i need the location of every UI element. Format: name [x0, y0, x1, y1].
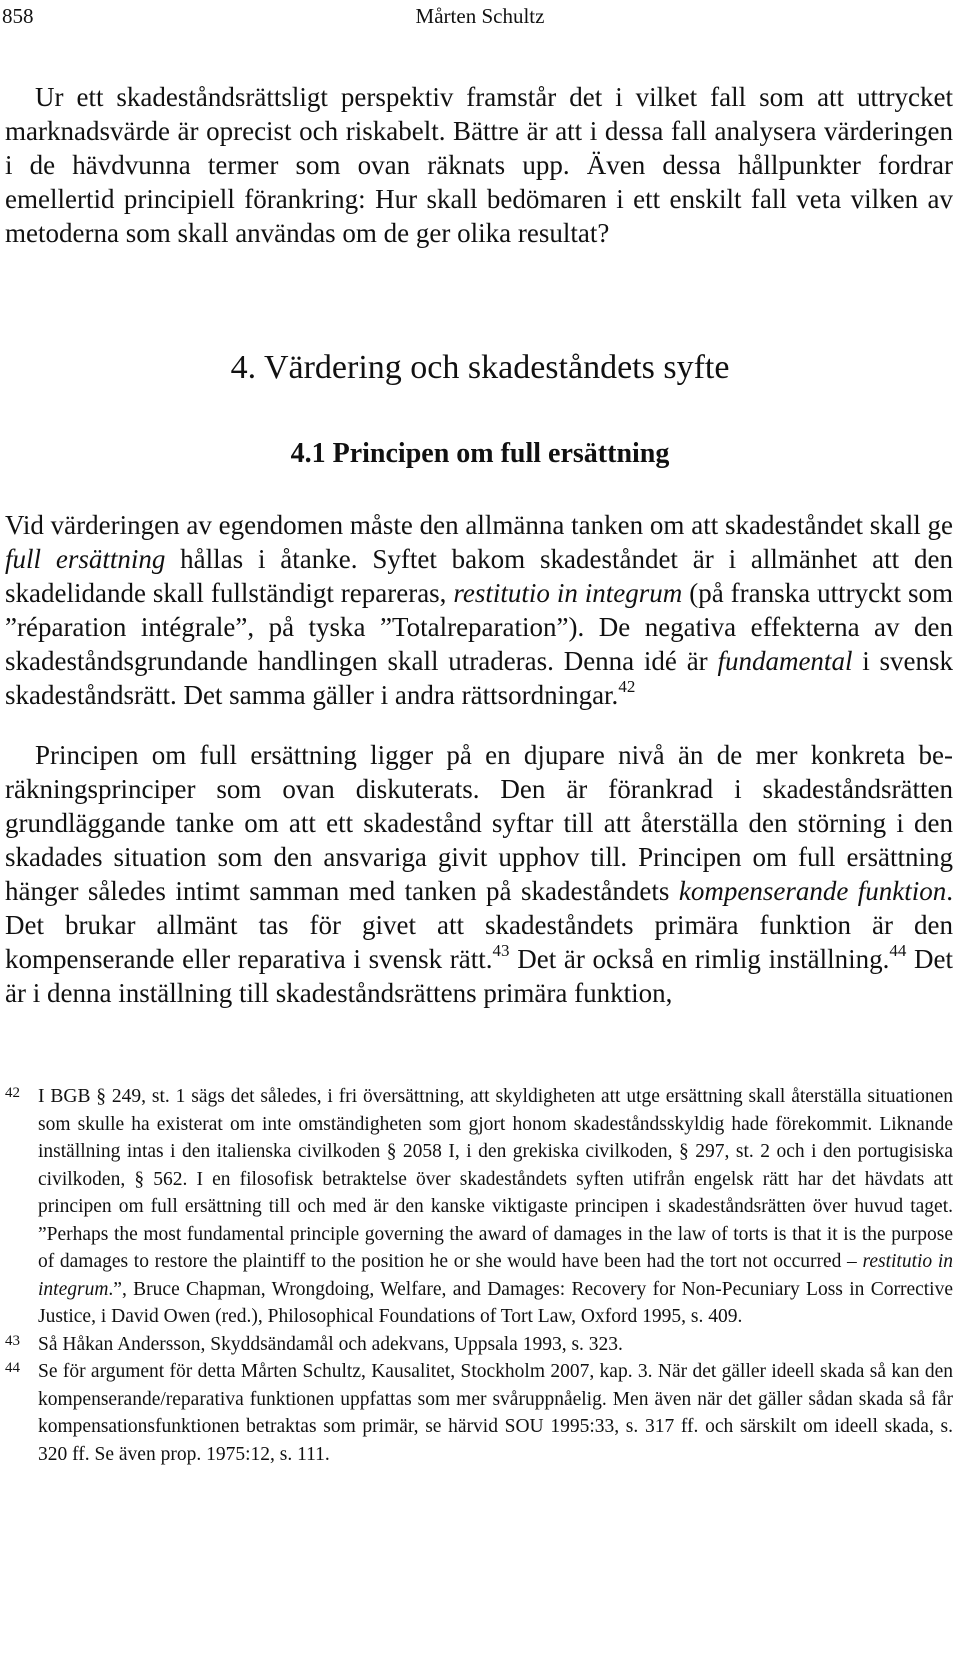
italic-term: restitutio in integrum — [453, 578, 683, 608]
footnote-42 — [5, 1083, 953, 1331]
italic-term: fundamental — [717, 646, 853, 676]
text-run: Principen om full ersättning ligger på en djupare nivå än de mer konkreta beräkningsprinciper som ovan diskuterats. Den är förankrad i skadeståndsrätten grundläggande tanke om att ett skadestånd syftar till att återställa den störning i den skadades situation som den ansvariga givit upphov till. Principen om full ersättning hänger således intimt samman med tanken på skadeståndets — [5, 740, 953, 906]
footnote-text: Så Håkan Andersson, Skyddsändamål och adekvans, Uppsala 1993, s. 323. — [38, 1333, 623, 1355]
footnote-text: Se för argument för detta Mårten Schultz, Kausalitet, Stockholm 2007, kap. 3. När det gäller ideell skada så kan den kompenserande/reparativa funktionen uppfattas som mer svåruppnåelig. Men även när det gäller sådan skada så får kompensationsfunktionen betraktas som primär, se härvid SOU 1995:33, s. 317 ff. och särskilt om ideell skada, s. 320 ff. Se även prop. 1975:12, s. 111. — [38, 1361, 953, 1465]
section-title: 4. Värdering och skadeståndets syfte — [230, 349, 730, 386]
footnote-number: 43 — [5, 1332, 20, 1349]
footnote-ref-43[interactable]: 43 — [492, 941, 510, 960]
text-run: .”, Bruce Chapman, Wrongdoing, Welfare, and Damages: Recovery for Non-Pecuniary Loss in Corrective Justice, i David Owen (red.), Philosophical Foundations of Tort Law, Oxford 1995, s. 409. — [38, 1278, 953, 1327]
text-run: i svensk skadeståndsrätt. Det samma gäller i andra rättsordningar. — [5, 646, 954, 710]
footnote-ref-44[interactable]: 44 — [889, 941, 907, 960]
paragraph-principle-depth — [5, 738, 953, 1010]
footnotes — [5, 1083, 953, 1468]
page-header — [0, 2, 960, 32]
footnote-number: 44 — [5, 1360, 20, 1376]
text-run: (på franska uttryckt som ”réparation intégrale”, på tyska ”Totalreparation”). De negativa effekterna av den skadeståndsgrundande handlingen skall utraderas. Denna idé är — [5, 578, 954, 676]
paragraph-intro: Ur ett skadeståndsrättsligt perspektiv framstår det i vilket fall som att uttrycket marknadsvärde är oprecist och riskabelt. Bättre är att i dessa fall analysera värderingen i de hävdvunna termer som ovan räknats upp. Även dessa hållpunkter fordrar emellertid principiell förankring: Hur skall bedömaren i ett enskilt fall veta vilken av metoderna som skall användas om de ger olika resultat? — [5, 82, 953, 248]
footnote-text — [38, 1083, 953, 1331]
footnote-ref-42[interactable]: 42 — [618, 677, 636, 696]
subsection-title: 4.1 Principen om full ersättning — [290, 438, 670, 469]
text-run: . Det brukar allmänt tas för givet att skadeståndets primära funktion är den kompenserande eller reparativa i svensk rätt. — [5, 876, 954, 974]
page-number: 858 — [2, 4, 34, 28]
running-head: Mårten Schultz — [415, 4, 545, 28]
text-run: Vid värderingen av egendomen måste den allmänna tanken om att skadeståndet skall ge — [5, 510, 953, 540]
text-run: I BGB § 249, st. 1 sägs det således, i fri översättning, att skyldigheten att utge ersättning skall återställa situationen som skulle ha existerat om inte omständigheten som gjort honom skadeståndsskyldig hade förekommit. Liknande inställning intas i den italienska civilkoden § 2058 I, i den grekiska civilkoden, § 297, st. 2 och i den portugisiska civilkoden, § 562. I en filosofisk betraktelse över skadeståndets syften utifrån engelsk rätt har det hävdats att principen om full ersättning till och med är den kanske viktigaste principen i skadeståndsrätten över huvud taget. ”Perhaps the most fundamental principle governing the award of damages in the law of torts is that it is the purpose of damages to restore the plaintiff to the position he or she would have been had the tort not occurred – — [38, 1086, 953, 1272]
italic-term: kompenserande funktion — [678, 876, 947, 906]
footnote-43 — [5, 1331, 953, 1359]
text-run: hållas i åtanke. Syftet bakom skadeståndet är i allmänhet att den skadelidande skall fullständigt repareras, — [5, 544, 953, 608]
paragraph-full-compensation — [5, 508, 953, 712]
footnote-number: 42 — [5, 1085, 20, 1101]
italic-term: full ersättning — [5, 544, 166, 574]
text-run: Det är i denna inställning till skadeståndsrättens primära funktion, — [5, 944, 954, 1008]
footnote-44 — [5, 1358, 953, 1468]
italic-term: restitutio in integrum — [38, 1251, 953, 1300]
text-run: Det är också en rimlig inställning. — [509, 944, 890, 974]
